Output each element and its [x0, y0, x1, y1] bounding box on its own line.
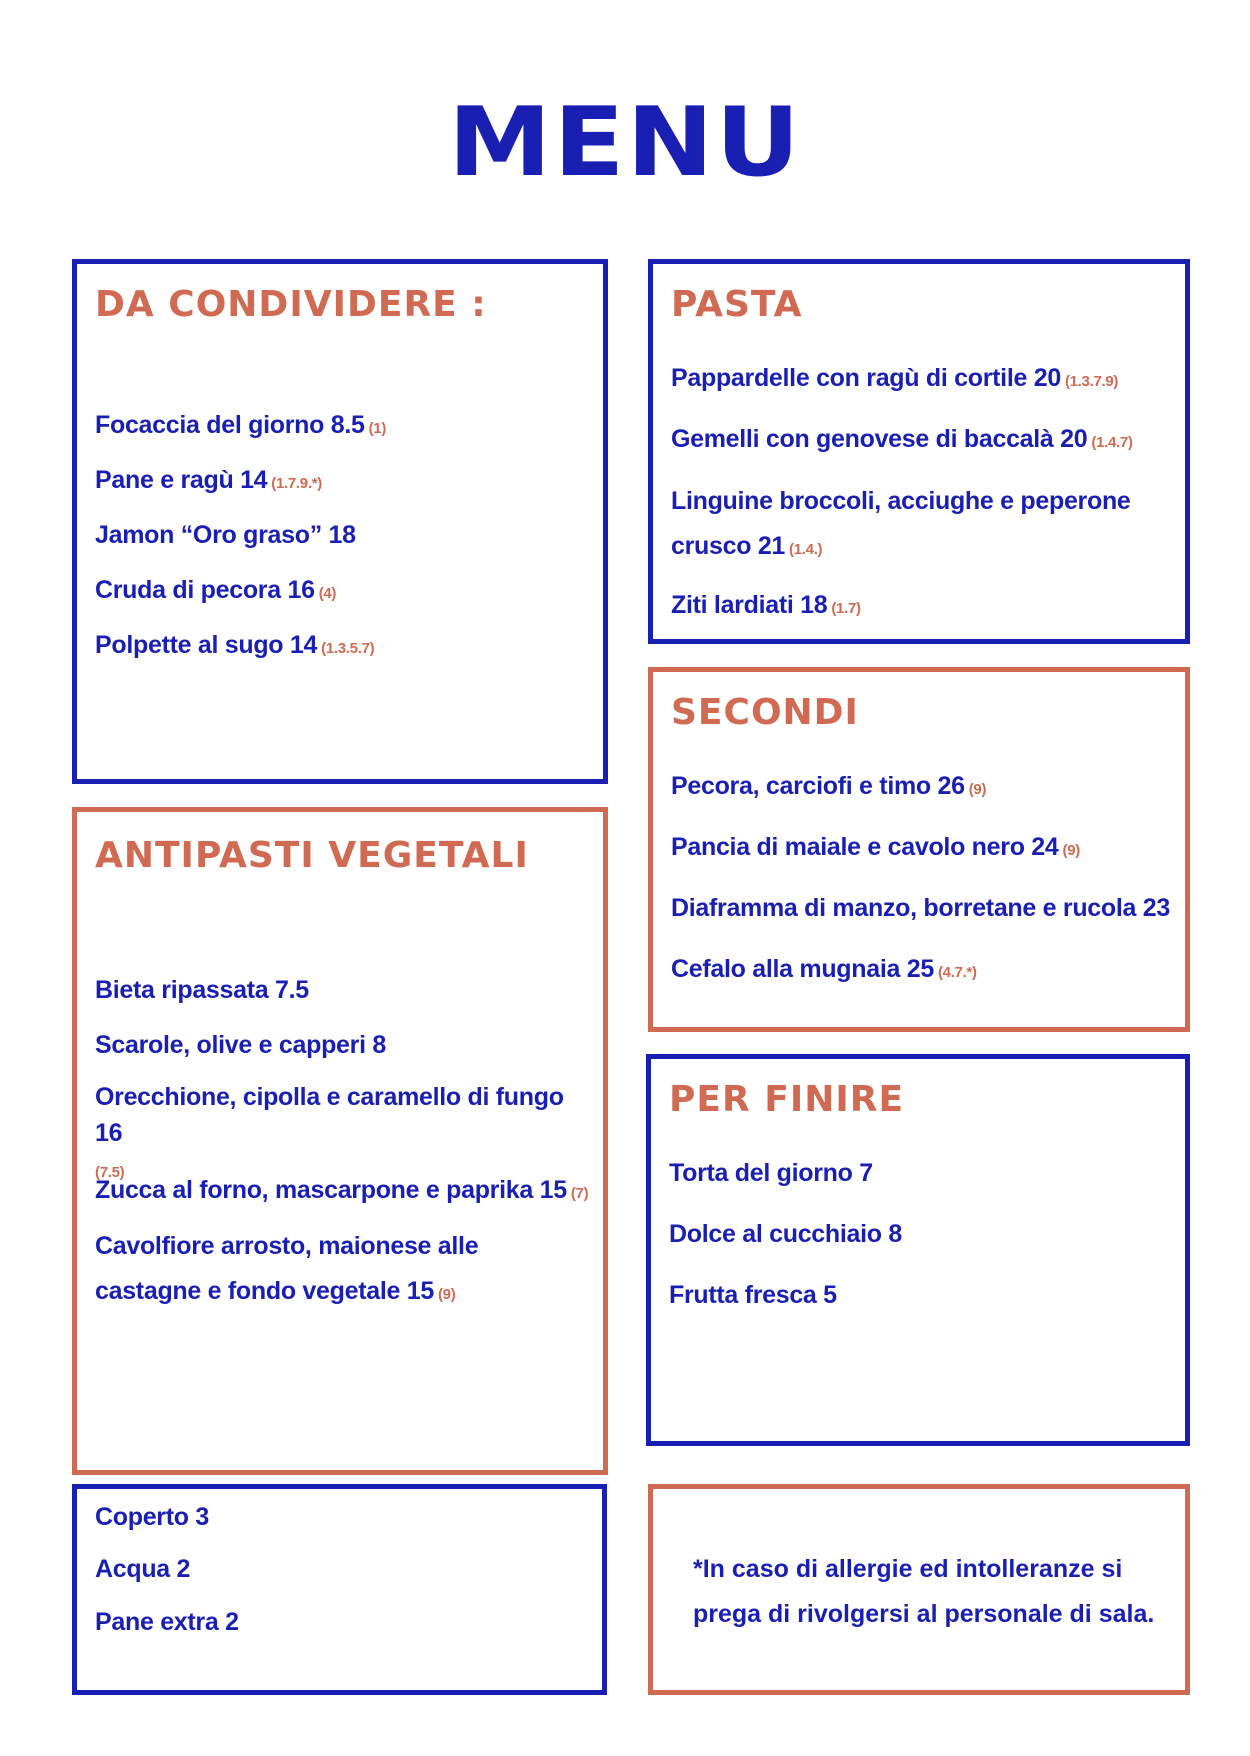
section-heading: SECONDI	[671, 692, 859, 733]
menu-item: Focaccia del giorno 8.5 (1)	[95, 411, 387, 439]
menu-item: Acqua 2	[95, 1555, 191, 1583]
menu-item: Pane e ragù 14 (1.7.9.*)	[95, 466, 322, 494]
allergen-codes: (1.3.7.9)	[1064, 373, 1119, 390]
menu-item: Pancia di maiale e cavolo nero 24 (9)	[671, 833, 1080, 861]
section-heading: DA CONDIVIDERE :	[95, 284, 487, 325]
allergen-codes: (9)	[437, 1286, 456, 1303]
menu-item: Pecora, carciofi e timo 26 (9)	[671, 772, 987, 800]
menu-item: Linguine broccoli, acciughe e peperone crusco 21 (1.4.)	[671, 487, 1131, 560]
menu-item: Zucca al forno, mascarpone e paprika 15 (7)	[95, 1176, 589, 1204]
section-secondi	[648, 667, 1190, 1032]
allergy-note-line-1: *In caso di allergie ed intolleranze si	[693, 1555, 1123, 1583]
menu-title: MENU	[447, 85, 803, 199]
section-antipasti	[72, 807, 608, 1475]
section-condividere	[72, 259, 608, 784]
menu-item: Scarole, olive e capperi 8	[95, 1031, 386, 1059]
allergen-codes: (9)	[1062, 842, 1080, 859]
menu-item: Coperto 3	[95, 1503, 209, 1531]
section-heading: ANTIPASTI VEGETALI	[95, 835, 529, 876]
section-heading: PASTA	[671, 284, 803, 325]
menu-item: Dolce al cucchiaio 8	[669, 1220, 902, 1248]
menu-item: Diaframma di manzo, borretane e rucola 23	[671, 894, 1170, 922]
section-extras	[72, 1484, 607, 1695]
menu-item: Cavolfiore arrosto, maionese alle castagne e fondo vegetale 15 (9)	[95, 1232, 479, 1305]
menu-item: Orecchione, cipolla e caramello di fungo 16 (7.5)	[95, 1083, 564, 1181]
allergy-note-line-2: prega di rivolgersi al personale di sala.	[693, 1600, 1155, 1628]
menu-item: Polpette al sugo 14 (1.3.5.7)	[95, 631, 375, 659]
section-per-finire	[646, 1054, 1190, 1446]
allergy-note-box	[648, 1484, 1190, 1695]
section-pasta	[648, 259, 1190, 644]
allergen-codes: (7.5)	[95, 1164, 125, 1181]
allergen-codes: (1)	[368, 420, 387, 437]
allergen-codes: (4)	[318, 585, 337, 602]
menu-item: Gemelli con genovese di baccalà 20 (1.4.7)	[671, 425, 1133, 453]
menu-item: Pappardelle con ragù di cortile 20 (1.3.7.9)	[671, 364, 1119, 392]
menu-item: Ziti lardiati 18 (1.7)	[671, 591, 861, 619]
allergen-codes: (7)	[570, 1185, 589, 1202]
allergen-codes: (1.7)	[831, 600, 861, 617]
allergen-codes: (1.7.9.*)	[271, 475, 322, 492]
menu-item: Bieta ripassata 7.5	[95, 976, 309, 1004]
section-heading: PER FINIRE	[669, 1079, 905, 1120]
menu-item: Jamon “Oro graso” 18	[95, 521, 356, 549]
menu-item: Frutta fresca 5	[669, 1281, 837, 1309]
allergen-codes: (1.3.5.7)	[321, 640, 375, 657]
allergen-codes: (1.4.7)	[1091, 434, 1133, 451]
allergen-codes: (1.4.)	[789, 541, 823, 558]
menu-item: Cruda di pecora 16 (4)	[95, 576, 337, 604]
menu-item: Pane extra 2	[95, 1608, 239, 1636]
allergen-codes: (4.7.*)	[937, 964, 977, 981]
allergen-codes: (9)	[968, 781, 987, 798]
menu-item: Torta del giorno 7	[669, 1159, 873, 1187]
menu-item: Cefalo alla mugnaia 25 (4.7.*)	[671, 955, 977, 983]
